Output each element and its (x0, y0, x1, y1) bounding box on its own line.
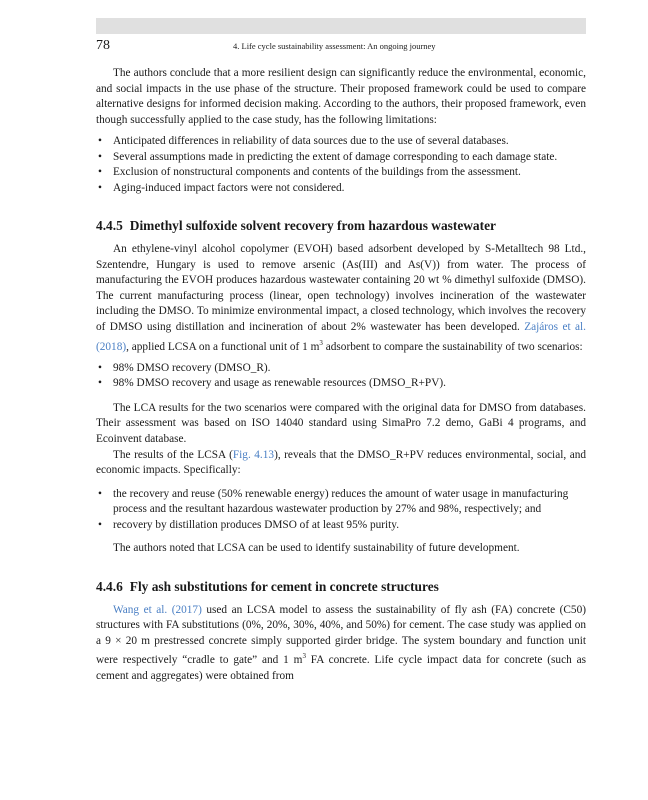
list-item: • the recovery and reuse (50% renewable energy) reduces the amount of water usage in manufacturing process and the resultant hazardous wastewater production by 27% and 98%, respectively; and (96, 487, 586, 518)
section-heading-4-4-6 (96, 579, 586, 595)
section-title: Fly ash substitutions for cement in concrete structures (129, 578, 439, 594)
figure-link-4-13[interactable]: Fig. 4.13 (232, 448, 275, 461)
section-445-paragraph-4: The authors noted that LCSA can be used to identify sustainability of future development. (113, 541, 520, 554)
section-445-paragraph-1: An ethylene-vinyl alcohol copolymer (EVOH) based adsorbent developed by S-Metalltech 98 Ltd., Szentendre, Hungary is used to remove arsenic (As(III) and As(V)) from water. The process of manufacturing the EVOH produces hazardous wastewater containing 20 wt % dimethyl sulfoxide (DMSO). The current manufacturing process (linear, open technology) involves incineration of the wastewater including the DMSO. To minimize environmental impact, a closed technology, which involves the recovery of DMSO using distillation and incineration of about 2% wastewater has been developed. Zajáros et al. (2018), applied LCSA on a functional unit of 1 $m^3$ adsorbent to compare the sustainability of two scenarios: (96, 243, 586, 353)
section-number: 4.4.6 (96, 578, 123, 594)
list-item: • 98% DMSO recovery and usage as renewable resources (DMSO_R+PV). (96, 376, 586, 391)
list-item: • Aging-induced impact factors were not considered. (96, 181, 586, 196)
list-item: • recovery by distillation produces DMSO of at least 95% purity. (96, 518, 586, 533)
list-item: • Anticipated differences in reliability of data sources due to the use of several databases. (96, 134, 586, 149)
running-header (96, 38, 586, 54)
intro-paragraph: The authors conclude that a more resilient design can significantly reduce the environmental, economic, and social impacts in the use phase of the structure. Their proposed framework could be used to compare alternative designs for informed decision making. According to the authors, their proposed framework, even though successfully applied to the case study, has the following limitations: (96, 67, 586, 126)
section-445-paragraph-3: The results of the LCSA (Fig. 4.13), reveals that the DMSO_R+PV reduces environmental, social, and economic impacts. Specifically: (96, 448, 586, 477)
section-title: Dimethyl sulfoxide solvent recovery from hazardous wastewater (129, 218, 496, 233)
list-item: • Exclusion of nonstructural components and contents of the buildings from the assessment. (96, 165, 586, 180)
limitations-list (96, 134, 586, 196)
list-item: • 98% DMSO recovery (DMSO_R). (96, 361, 586, 376)
section-number: 4.4.5 (96, 218, 123, 233)
header-bar (96, 18, 586, 34)
citation-link-wang[interactable]: Wang et al. (2017) (113, 603, 202, 616)
section-heading-4-4-5 (96, 218, 586, 234)
running-title: 4. Life cycle sustainability assessment: An ongoing journey (233, 41, 436, 51)
citation-link-zajaros[interactable]: Zajáros et al. (2018) (96, 320, 586, 353)
section-445-paragraph-2: The LCA results for the two scenarios were compared with the original data for DMSO from databases. Their assessment was based on ISO 14040 standard using SimaPro 7.2 demo, GaBi 4 programs, and Ecoinvent database. (96, 401, 586, 445)
scenarios-list (96, 361, 586, 392)
list-item: • Several assumptions made in predicting the extent of damage corresponding to each damage state. (96, 150, 586, 165)
findings-list (96, 487, 586, 533)
page-number: 78 (96, 38, 110, 53)
section-446-paragraph-1: Wang et al. (2017) used an LCSA model to assess the sustainability of fly ash (FA) concrete (C50) structures with FA substitutions (0%, 20%, 30%, 40%, and 50%) for cement. The case study was applied on a 9 × 20 m prestressed concrete simply supported girder bridge. The system boundary and function unit were respectively “cradle to gate” and 1 $m^3$ FA concrete. Life cycle impact data for concrete (such as cement and aggregates) were obtained from (96, 603, 586, 682)
page-content (96, 66, 586, 684)
